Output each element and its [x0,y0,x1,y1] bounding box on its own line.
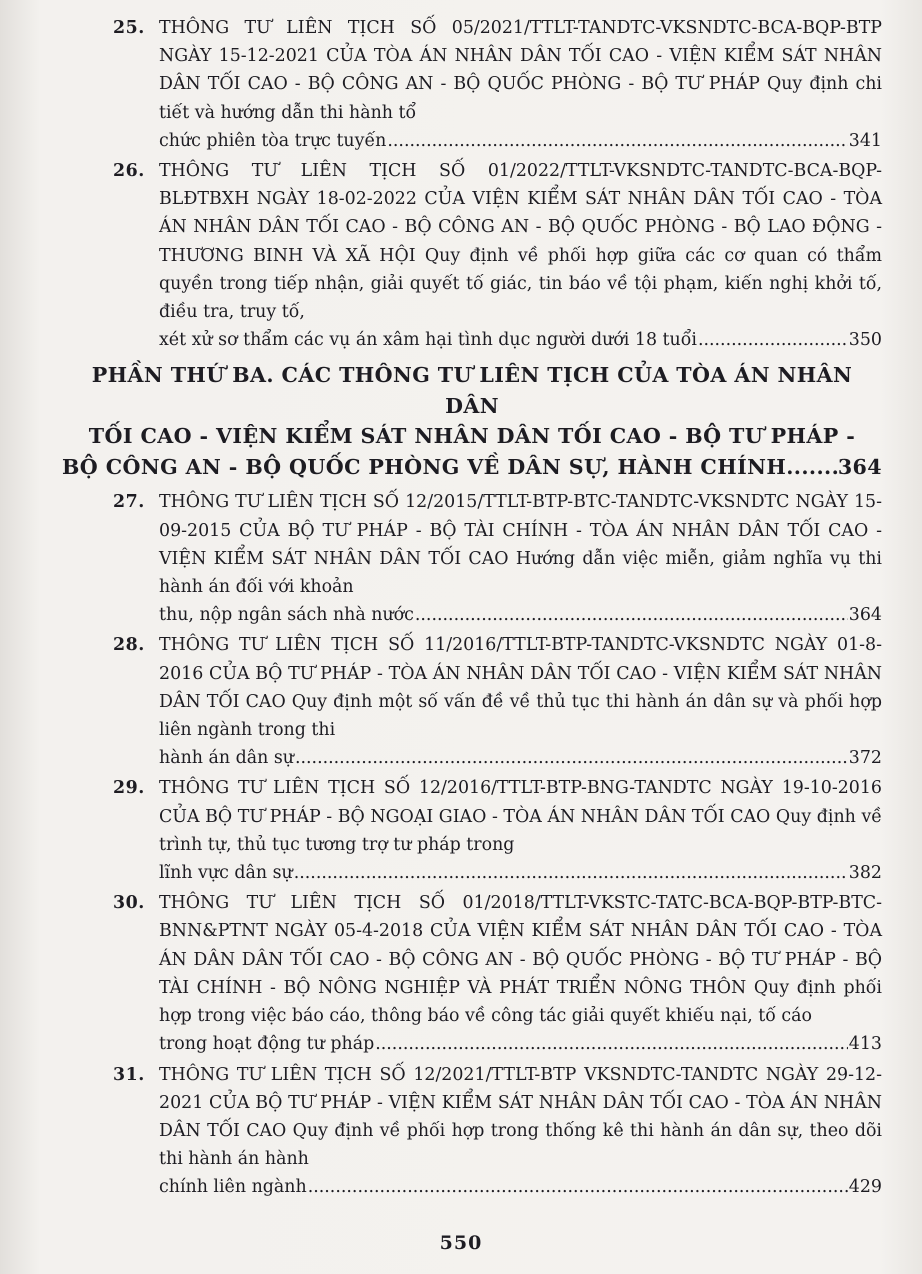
entry-leader-line [159,326,882,354]
dot-leader [295,744,848,772]
entry-title: THÔNG TƯ LIÊN TỊCH SỐ 05/2021/TTLT-TANDTC-VKSNDTC-BCA-BQP-BTP NGÀY 15-12-2021 CỦA TÒA ÁN NHÂN DÂN TỐI CAO - VIỆN KIỂM SÁT NHÂN DÂN TỐI CAO - BỘ CÔNG AN - BỘ QUỐC PHÒNG - BỘ TƯ PHÁP Quy định chi tiết và hướng dẫn thi hành tổ [159,18,882,123]
part-heading-leader-line [62,452,882,483]
dot-leader [294,859,848,887]
entry-title-last-line: hành án dân sự [159,748,294,769]
entry-page-number: 429 [848,1177,882,1198]
dot-leader [786,452,838,483]
table-of-contents [62,14,882,1204]
entry-number: 25. [113,18,145,38]
entry-title: THÔNG TƯ LIÊN TỊCH SỐ 11/2016/TTLT-BTP-TANDTC-VKSNDTC NGÀY 01-8-2016 CỦA BỘ TƯ PHÁP - TÒA ÁN NHÂN DÂN TỐI CAO - VIỆN KIỂM SÁT NHÂN DÂN TỐI CAO Quy định một số vấn đề về thủ tục thi hành án dân sự và phối hợp liên ngành trong thi [159,635,882,741]
dot-leader [375,1030,848,1058]
entry-leader-line [159,601,882,629]
entry-page-number: 372 [848,748,882,769]
entry-number: 30. [113,893,145,914]
toc-entry-28 [62,631,882,772]
entry-leader-line [159,127,882,155]
entry-title: THÔNG TƯ LIÊN TỊCH SỐ 12/2015/TTLT-BTP-BTC-TANDTC-VKSNDTC NGÀY 15-09-2015 CỦA BỘ TƯ PHÁP - BỘ TÀI CHÍNH - TÒA ÁN NHÂN DÂN TỐI CAO - VIỆN KIỂM SÁT NHÂN DÂN TỐI CAO Hướng dẫn việc miễn, giảm nghĩa vụ thi hành án đối với khoản [159,492,882,598]
entry-page-number: 413 [848,1034,882,1055]
entry-title-last-line: chức phiên tòa trực tuyến [159,130,387,151]
dot-leader [415,601,848,629]
entry-leader-line [159,1030,882,1058]
dot-leader [387,127,847,155]
entry-title-last-line: thu, nộp ngân sách nhà nước [159,605,414,626]
entry-title-last-line: trong hoạt động tư pháp [159,1034,375,1055]
entry-title-last-line: xét xử sơ thẩm các vụ án xâm hại tình dục người dưới 18 tuổi [159,330,697,351]
toc-entry-30 [62,889,882,1058]
part-page-number: 364 [837,454,882,479]
entry-title-last-line: lĩnh vực dân sự [159,863,293,884]
entry-number: 26. [113,161,145,182]
dot-leader [308,1173,848,1201]
entry-title-last-line: chính liên ngành [159,1177,307,1198]
entry-number: 31. [113,1064,145,1085]
toc-entry-29 [62,774,882,887]
entry-page-number: 350 [848,330,882,351]
entry-number: 28. [113,635,145,656]
entry-number: 29. [113,778,145,799]
entry-title: THÔNG TƯ LIÊN TỊCH SỐ 12/2016/TTLT-BTP-BNG-TANDTC NGÀY 19-10-2016 CỦA BỘ TƯ PHÁP - BỘ NGOẠI GIAO - TÒA ÁN NHÂN DÂN TỐI CAO Quy định về trình tự, thủ tục tương trợ tư pháp trong [159,778,882,855]
toc-entry-27 [62,488,882,629]
entry-page-number: 382 [848,863,882,884]
toc-entry-31 [62,1061,882,1202]
part-heading-line-1: PHẦN THỨ BA. CÁC THÔNG TƯ LIÊN TỊCH CỦA TÒA ÁN NHÂN DÂN [91,363,853,418]
page-number: 550 [439,1232,483,1254]
part-heading-line-3: BỘ CÔNG AN - BỘ QUỐC PHÒNG VỀ DÂN SỰ, HÀNH CHÍNH [62,454,787,479]
entry-page-number: 364 [848,605,882,626]
entry-leader-line [159,1173,882,1201]
dot-leader [698,326,848,354]
entry-number: 27. [113,492,145,513]
part-heading-line-2: TỐI CAO - VIỆN KIỂM SÁT NHÂN DÂN TỐI CAO - BỘ TƯ PHÁP - [88,424,856,449]
toc-entry-25 [62,14,882,155]
entry-title: THÔNG TƯ LIÊN TỊCH SỐ 01/2018/TTLT-VKSTC-TATC-BCA-BQP-BTP-BTC-BNN&PTNT NGÀY 05-4-2018 CỦA VIỆN KIỂM SÁT NHÂN DÂN TỐI CAO - TÒA ÁN DÂN DÂN TỐI CAO - BỘ CÔNG AN - BỘ QUỐC PHÒNG - BỘ TƯ PHÁP - BỘ TÀI CHÍNH - BỘ NÔNG NGHIỆP VÀ PHÁT TRIỂN NÔNG THÔN Quy định phối hợp trong việc báo cáo, thông báo về công tác giải quyết khiếu nại, tố cáo [159,893,882,1027]
entry-title: THÔNG TƯ LIÊN TỊCH SỐ 01/2022/TTLT-VKSNDTC-TANDTC-BCA-BQP-BLĐTBXH NGÀY 18-02-2022 CỦA VIỆN KIỂM SÁT NHÂN DÂN TỐI CAO - TÒA ÁN NHÂN DÂN TỐI CAO - BỘ CÔNG AN - BỘ QUỐC PHÒNG - BỘ LAO ĐỘNG - THƯƠNG BINH VÀ XÃ HỘI Quy định về phối hợp giữa các cơ quan có thẩm quyền trong tiếp nhận, giải quyết tố giác, tin báo về tội phạm, kiến nghị khởi tố, điều tra, truy tố, [159,161,882,323]
entry-leader-line [159,859,882,887]
entry-page-number: 341 [848,130,882,151]
entry-leader-line [159,744,882,772]
toc-entry-26 [62,157,882,354]
part-heading [62,360,882,482]
entry-title: THÔNG TƯ LIÊN TỊCH SỐ 12/2021/TTLT-BTP VKSNDTC-TANDTC NGÀY 29-12-2021 CỦA BỘ TƯ PHÁP - VIỆN KIỂM SÁT NHÂN DÂN TỐI CAO - TÒA ÁN NHÂN DÂN TỐI CAO Quy định về phối hợp trong thống kê thi hành án dân sự, theo dõi thi hành án hành [159,1064,882,1170]
